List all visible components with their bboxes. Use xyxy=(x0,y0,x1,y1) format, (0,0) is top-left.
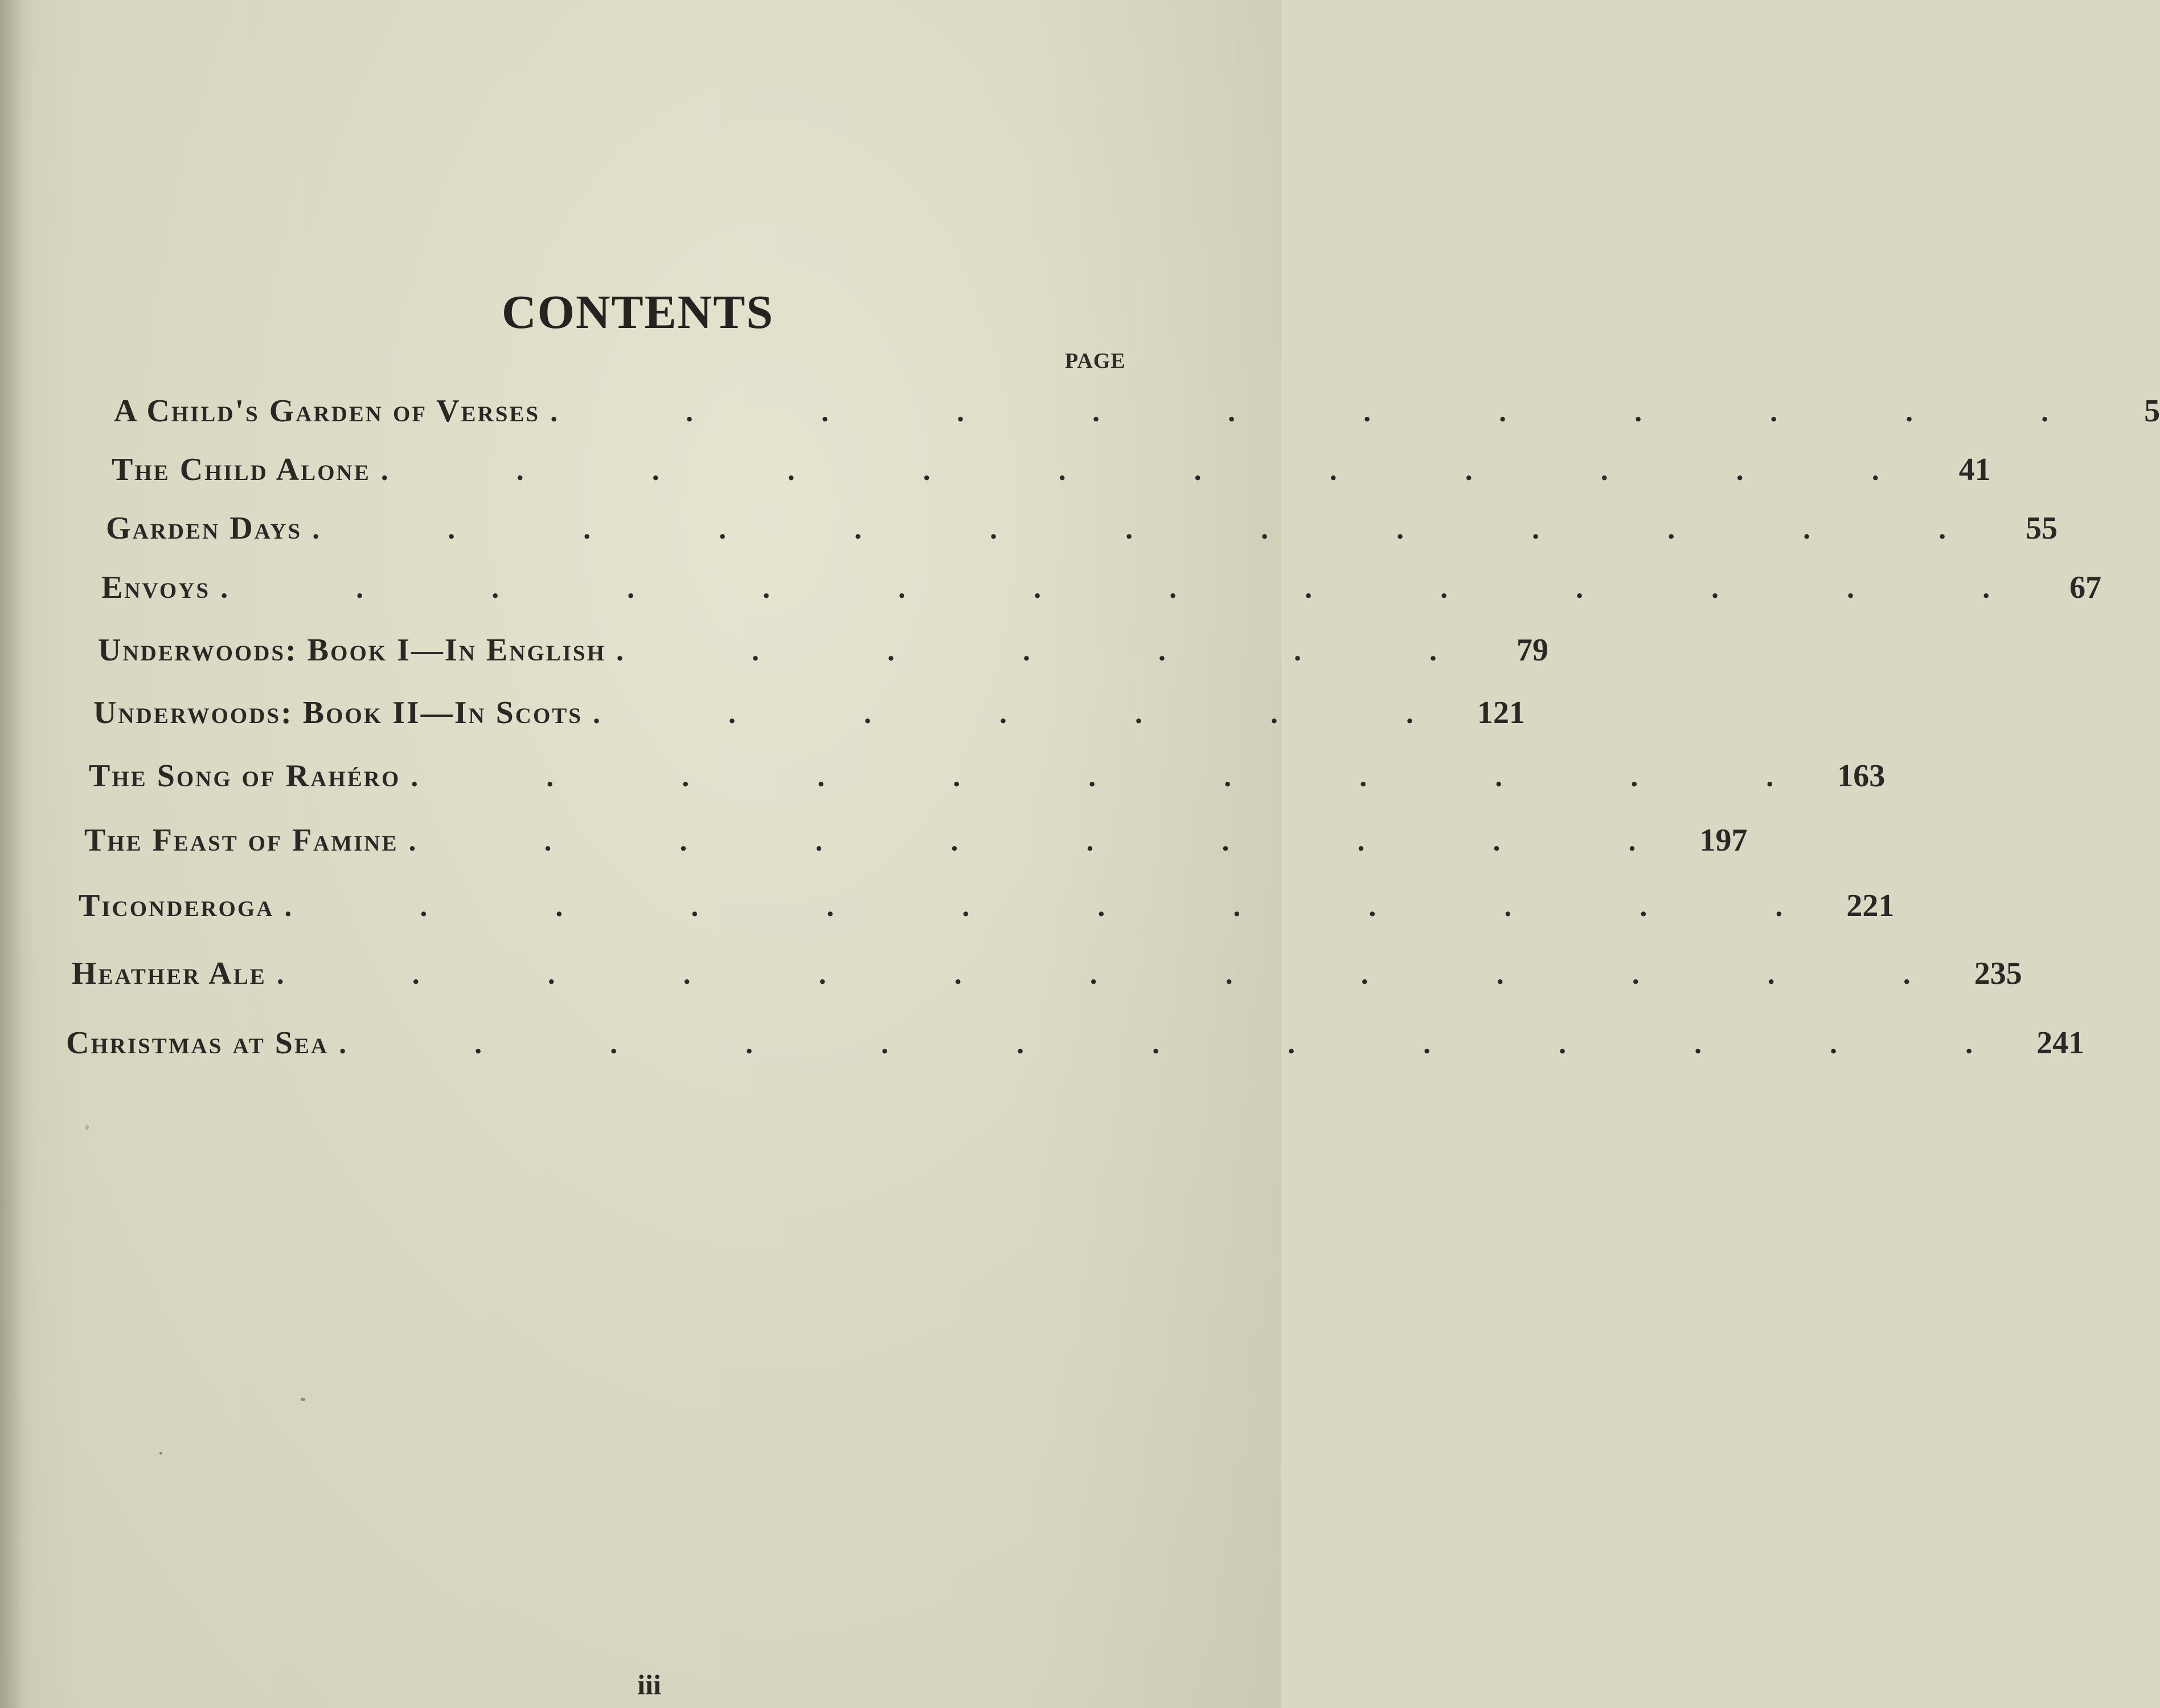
toc-entry-title: Garden Days xyxy=(106,511,302,546)
toc-entry-page: 79 xyxy=(1516,633,1548,668)
toc-leader: . . . . . . . . . . . . . . xyxy=(220,572,2051,605)
toc-entry-page: 41 xyxy=(1958,452,1991,487)
toc-leader: . . . . . . . . . . . . xyxy=(550,396,2109,428)
toc-entry-title: The Feast of Famine xyxy=(84,823,399,858)
toc-leader: . . . . . . . . . . . . xyxy=(380,454,1940,487)
toc-entry xyxy=(84,822,1748,862)
toc-entry-title: Ticonderoga xyxy=(79,888,274,923)
paper-speck xyxy=(85,1124,89,1130)
toc-entry-title: The Song of Rahéro xyxy=(89,758,401,794)
page-folio: iii xyxy=(637,1669,661,1701)
toc-entry-page: 241 xyxy=(2036,1025,2085,1061)
toc-entry-page: 221 xyxy=(1846,888,1895,923)
toc-entry-page: 197 xyxy=(1699,823,1748,858)
paper-speck xyxy=(301,1398,305,1401)
toc-entry-page: 235 xyxy=(1974,956,2022,991)
toc-leader: . . . . . . . . . . . . . xyxy=(339,1028,2034,1060)
page-column-label: PAGE xyxy=(1065,349,1126,373)
toc-entry xyxy=(101,569,2102,609)
toc-leader: . . . . . . . . . . . xyxy=(411,761,1834,793)
toc-entry-title: The Child Alone xyxy=(112,452,371,487)
toc-leader: . . . . . . . . . . . . . xyxy=(312,513,2007,545)
toc-leader: . . . . . . . . . . . . xyxy=(284,890,1843,923)
toc-entry-page: 5 xyxy=(2144,393,2160,429)
toc-entry-page: 67 xyxy=(2069,570,2102,605)
toc-entry xyxy=(114,393,2160,433)
toc-entry-title: Heather Ale xyxy=(72,956,267,991)
toc-entry xyxy=(112,451,1991,491)
toc-leader: . . . . . . . xyxy=(616,635,1497,667)
toc-entry xyxy=(72,955,2022,995)
toc-leader: . . . . . . . . . . xyxy=(408,825,1696,857)
toc-leader: . . . . . . . . . . . . . xyxy=(276,958,1971,991)
toc-entry-page: 121 xyxy=(1477,695,1525,730)
toc-entry xyxy=(79,888,1895,927)
toc-entry-title: Underwoods: Book I—In English xyxy=(98,633,606,668)
toc-leader: . . . . . . . xyxy=(593,697,1474,730)
toc-entry-title: Underwoods: Book II—In Scots xyxy=(93,695,583,730)
contents-heading: CONTENTS xyxy=(501,286,774,339)
toc-entry xyxy=(98,632,1548,672)
toc-entry-title: Envoys xyxy=(101,570,211,605)
toc-entry xyxy=(66,1025,2085,1065)
toc-entry-title: A Child's Garden of Verses xyxy=(114,393,540,429)
paper-speck xyxy=(159,1452,162,1455)
toc-entry xyxy=(89,758,1886,798)
toc-entry xyxy=(106,510,2058,550)
toc-entry xyxy=(93,695,1525,734)
toc-entry-page: 55 xyxy=(2026,511,2058,546)
toc-entry-page: 163 xyxy=(1837,758,1886,794)
toc-entry-title: Christmas at Sea xyxy=(66,1025,329,1061)
